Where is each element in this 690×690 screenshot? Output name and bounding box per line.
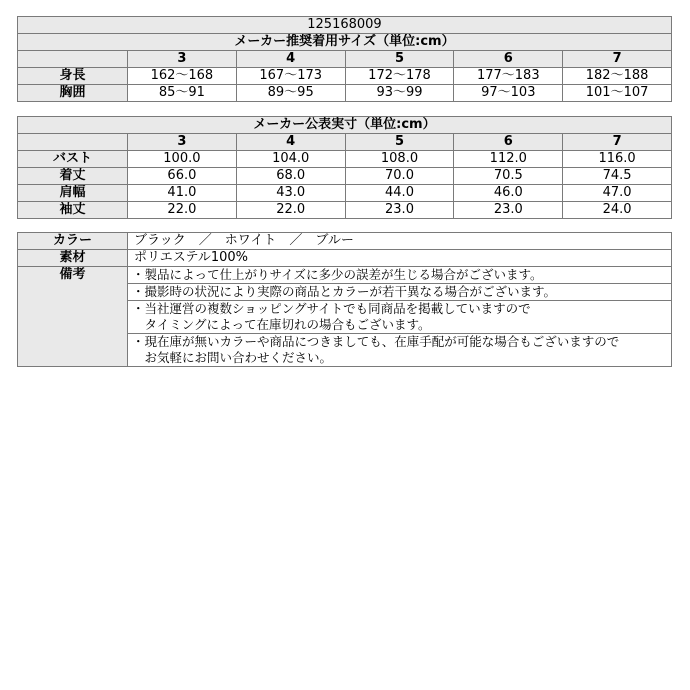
row-label-sleeve: 袖丈 [18, 202, 128, 219]
table-cell: 68.0 [236, 168, 345, 185]
size-header: 7 [563, 51, 672, 68]
row-label-shoulder: 肩幅 [18, 185, 128, 202]
table-cell: 100.0 [128, 151, 237, 168]
note-item [128, 267, 672, 284]
row-label-height: 身長 [18, 68, 128, 85]
corner-cell [18, 51, 128, 68]
note-line: ・現在庫が無いカラーや商品につきましても、在庫手配が可能な場合もございますので [132, 334, 620, 349]
size-header: 5 [345, 51, 454, 68]
color-value: ブラック ／ ホワイト ／ ブルー [128, 233, 672, 250]
table-row [18, 151, 672, 168]
table-cell: 23.0 [345, 202, 454, 219]
table-cell: 112.0 [454, 151, 563, 168]
size-header: 6 [454, 51, 563, 68]
table-row [18, 233, 672, 250]
table-cell: 66.0 [128, 168, 237, 185]
table-cell: 22.0 [128, 202, 237, 219]
table-cell: 43.0 [236, 185, 345, 202]
table-cell: 47.0 [563, 185, 672, 202]
table-cell: 172～178 [345, 68, 454, 85]
measurement-table [17, 116, 672, 219]
table-cell: 167～173 [236, 68, 345, 85]
table-cell: 74.5 [563, 168, 672, 185]
table-row [18, 85, 672, 102]
table-row [18, 267, 672, 284]
color-label: カラー [18, 233, 128, 250]
note-line: ・撮影時の状況により実際の商品とカラーが若干異なる場合がございます。 [132, 284, 557, 299]
table-cell: 89～95 [236, 85, 345, 102]
table-cell: 85～91 [128, 85, 237, 102]
table-cell: 23.0 [454, 202, 563, 219]
note-item [128, 284, 672, 301]
table-cell: 116.0 [563, 151, 672, 168]
notes-label: 備考 [18, 267, 128, 367]
table-cell: 93～99 [345, 85, 454, 102]
table-row [18, 202, 672, 219]
table-cell: 41.0 [128, 185, 237, 202]
table-cell: 108.0 [345, 151, 454, 168]
size-header: 6 [454, 134, 563, 151]
table-cell: 97～103 [454, 85, 563, 102]
table-cell: 22.0 [236, 202, 345, 219]
size-header: 4 [236, 51, 345, 68]
table-cell: 101～107 [563, 85, 672, 102]
size-header: 3 [128, 134, 237, 151]
size-header-row [18, 134, 672, 151]
row-label-chest: 胸囲 [18, 85, 128, 102]
corner-cell [18, 134, 128, 151]
note-line: ・製品によって仕上がりサイズに多少の誤差が生じる場合がございます。 [132, 267, 543, 282]
material-label: 素材 [18, 250, 128, 267]
note-item [128, 301, 672, 334]
note-item [128, 334, 672, 367]
size-header: 3 [128, 51, 237, 68]
recommended-size-title: メーカー推奨着用サイズ（単位:cm） [18, 34, 672, 51]
table-row [18, 168, 672, 185]
note-line: タイミングによって在庫切れの場合もございます。 [132, 317, 431, 332]
product-code: 125168009 [18, 17, 672, 34]
table-cell: 44.0 [345, 185, 454, 202]
table-cell: 24.0 [563, 202, 672, 219]
table-cell: 104.0 [236, 151, 345, 168]
row-label-bust: バスト [18, 151, 128, 168]
size-header: 5 [345, 134, 454, 151]
product-info-table [17, 232, 672, 367]
size-header: 7 [563, 134, 672, 151]
measurement-title: メーカー公表実寸（単位:cm） [18, 117, 672, 134]
table-row [18, 250, 672, 267]
recommended-size-table [17, 16, 672, 102]
table-cell: 162～168 [128, 68, 237, 85]
size-header-row [18, 51, 672, 68]
note-line: ・当社運営の複数ショッピングサイトでも同商品を掲載していますので [132, 301, 531, 316]
note-line: お気軽にお問い合わせください。 [132, 350, 333, 365]
material-value: ポリエステル100% [128, 250, 672, 267]
table-cell: 46.0 [454, 185, 563, 202]
table-cell: 70.5 [454, 168, 563, 185]
row-label-length: 着丈 [18, 168, 128, 185]
table-cell: 70.0 [345, 168, 454, 185]
size-header: 4 [236, 134, 345, 151]
table-row [18, 68, 672, 85]
table-cell: 182～188 [563, 68, 672, 85]
table-cell: 177～183 [454, 68, 563, 85]
table-row [18, 185, 672, 202]
